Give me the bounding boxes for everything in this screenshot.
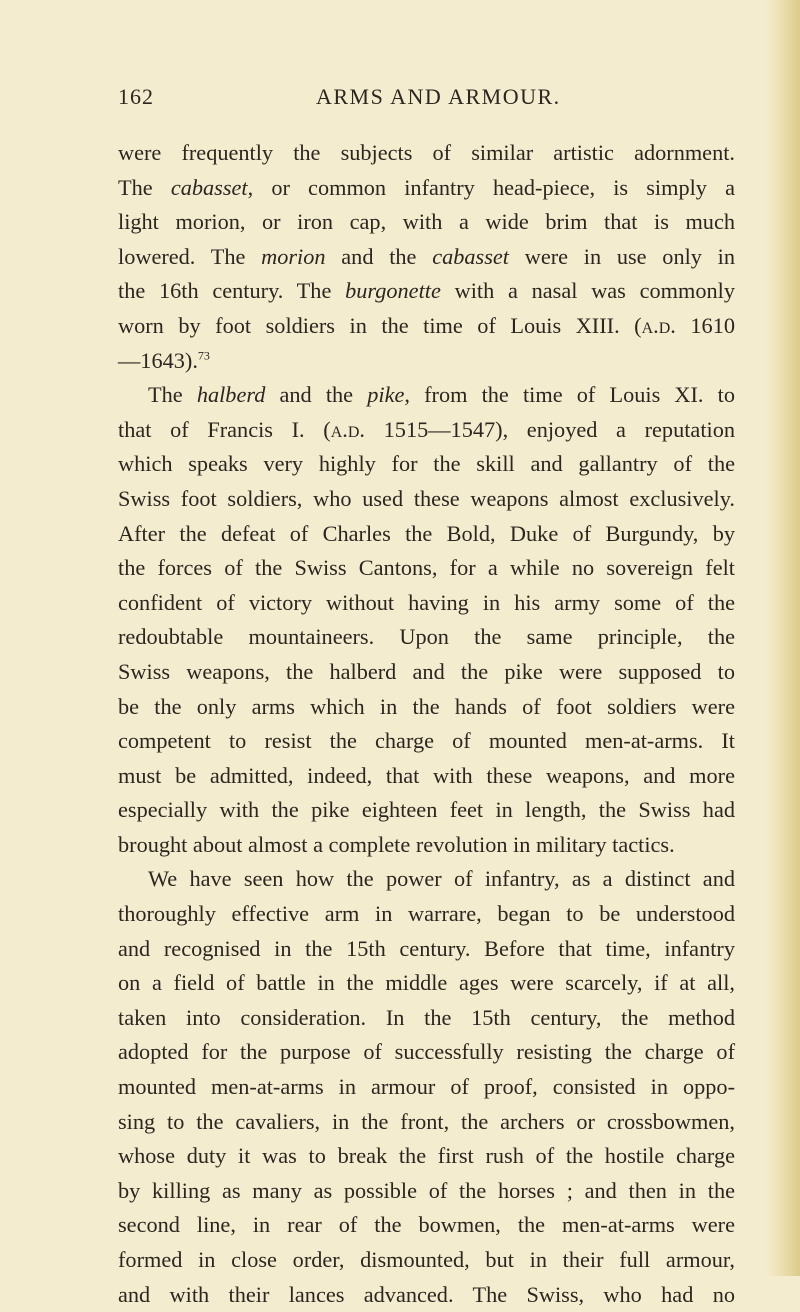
italic-term: morion (261, 243, 326, 269)
italic-term: pike (367, 382, 405, 408)
text-line: The cabasset, or common infantry head-piece, is simply a (118, 174, 735, 200)
text-line: competent to resist the charge of mounted men-at-arms. It (118, 728, 735, 754)
text-line: which speaks very highly for the skill and gallantry of the (118, 451, 735, 477)
text-line: brought about almost a complete revolution in military tactics. (118, 831, 675, 857)
paragraph-1 (118, 136, 735, 378)
text-line: We have seen how the power of infantry, as a distinct and (148, 866, 735, 892)
footnote-ref: 73 (197, 348, 210, 363)
text-line: whose duty it was to break the first rush of the hostile charge (118, 1143, 735, 1169)
text-line: the forces of the Swiss Cantons, for a while no sovereign felt (118, 555, 735, 581)
text-line: Swiss weapons, the halberd and the pike were supposed to (118, 658, 735, 684)
paragraph-3 (118, 862, 735, 1312)
page-number: 162 (118, 84, 154, 109)
text-line: sing to the cavaliers, in the front, the archers or crossbowmen, (118, 1108, 735, 1134)
text-line: and with their lances advanced. The Swiss, who had no (118, 1281, 735, 1307)
text-line: light morion, or iron cap, with a wide brim that is much (118, 209, 735, 235)
text-line: especially with the pike eighteen feet in length, the Swiss had (118, 797, 735, 823)
paragraph-2 (118, 378, 735, 862)
text-line: be the only arms which in the hands of foot soldiers were (118, 693, 735, 719)
text-line: mounted men-at-arms in armour of proof, consisted in oppo- (118, 1074, 735, 1100)
text-line: confident of victory without having in his army some of the (118, 589, 735, 615)
text-line: were frequently the subjects of similar artistic adornment. (118, 140, 735, 165)
page-edge-shading (766, 0, 800, 1276)
text-line: redoubtable mountaineers. Upon the same principle, the (118, 624, 735, 650)
text-line: Swiss foot soldiers, who used these weapons almost exclusively. (118, 485, 735, 511)
text-line: After the defeat of Charles the Bold, Duke of Burgundy, by (118, 520, 735, 546)
text-line: that of Francis I. (a.d. 1515—1547), enjoyed a reputation (118, 416, 736, 442)
text-line: adopted for the purpose of successfully resisting the charge of (118, 1039, 735, 1065)
italic-term: halberd (196, 382, 266, 408)
italic-term: cabasset (170, 174, 248, 200)
text-line: The halberd and the pike, from the time of Louis XI. to (148, 382, 735, 408)
text-line: the 16th century. The burgonette with a nasal was commonly (118, 278, 735, 304)
text-line: on a field of battle in the middle ages were scarcely, if at all, (118, 970, 735, 996)
text-line: taken into consideration. In the 15th century, the method (118, 1004, 735, 1030)
text-line: —1643).$^{73}$ (118, 347, 210, 373)
text-line: lowered. The morion and the cabasset were in use only in (118, 243, 736, 269)
body-text (118, 136, 735, 1312)
text-line: worn by foot soldiers in the time of Louis XIII. (a.d. 1610 (118, 312, 735, 338)
italic-term: cabasset (432, 243, 509, 269)
text-line: by killing as many as possible of the horses ; and then in the (118, 1177, 735, 1203)
italic-term: burgonette (345, 278, 441, 304)
text-line: thoroughly effective arm in warrare, began to be understood (118, 901, 735, 927)
running-head: ARMS AND ARMOUR. (316, 84, 561, 109)
text-line: and recognised in the 15th century. Before that time, infantry (118, 935, 735, 961)
text-line: must be admitted, indeed, that with these weapons, and more (118, 762, 735, 788)
text-line: second line, in rear of the bowmen, the men-at-arms were (118, 1212, 735, 1238)
text-line: formed in close order, dismounted, but in their full armour, (118, 1247, 735, 1272)
